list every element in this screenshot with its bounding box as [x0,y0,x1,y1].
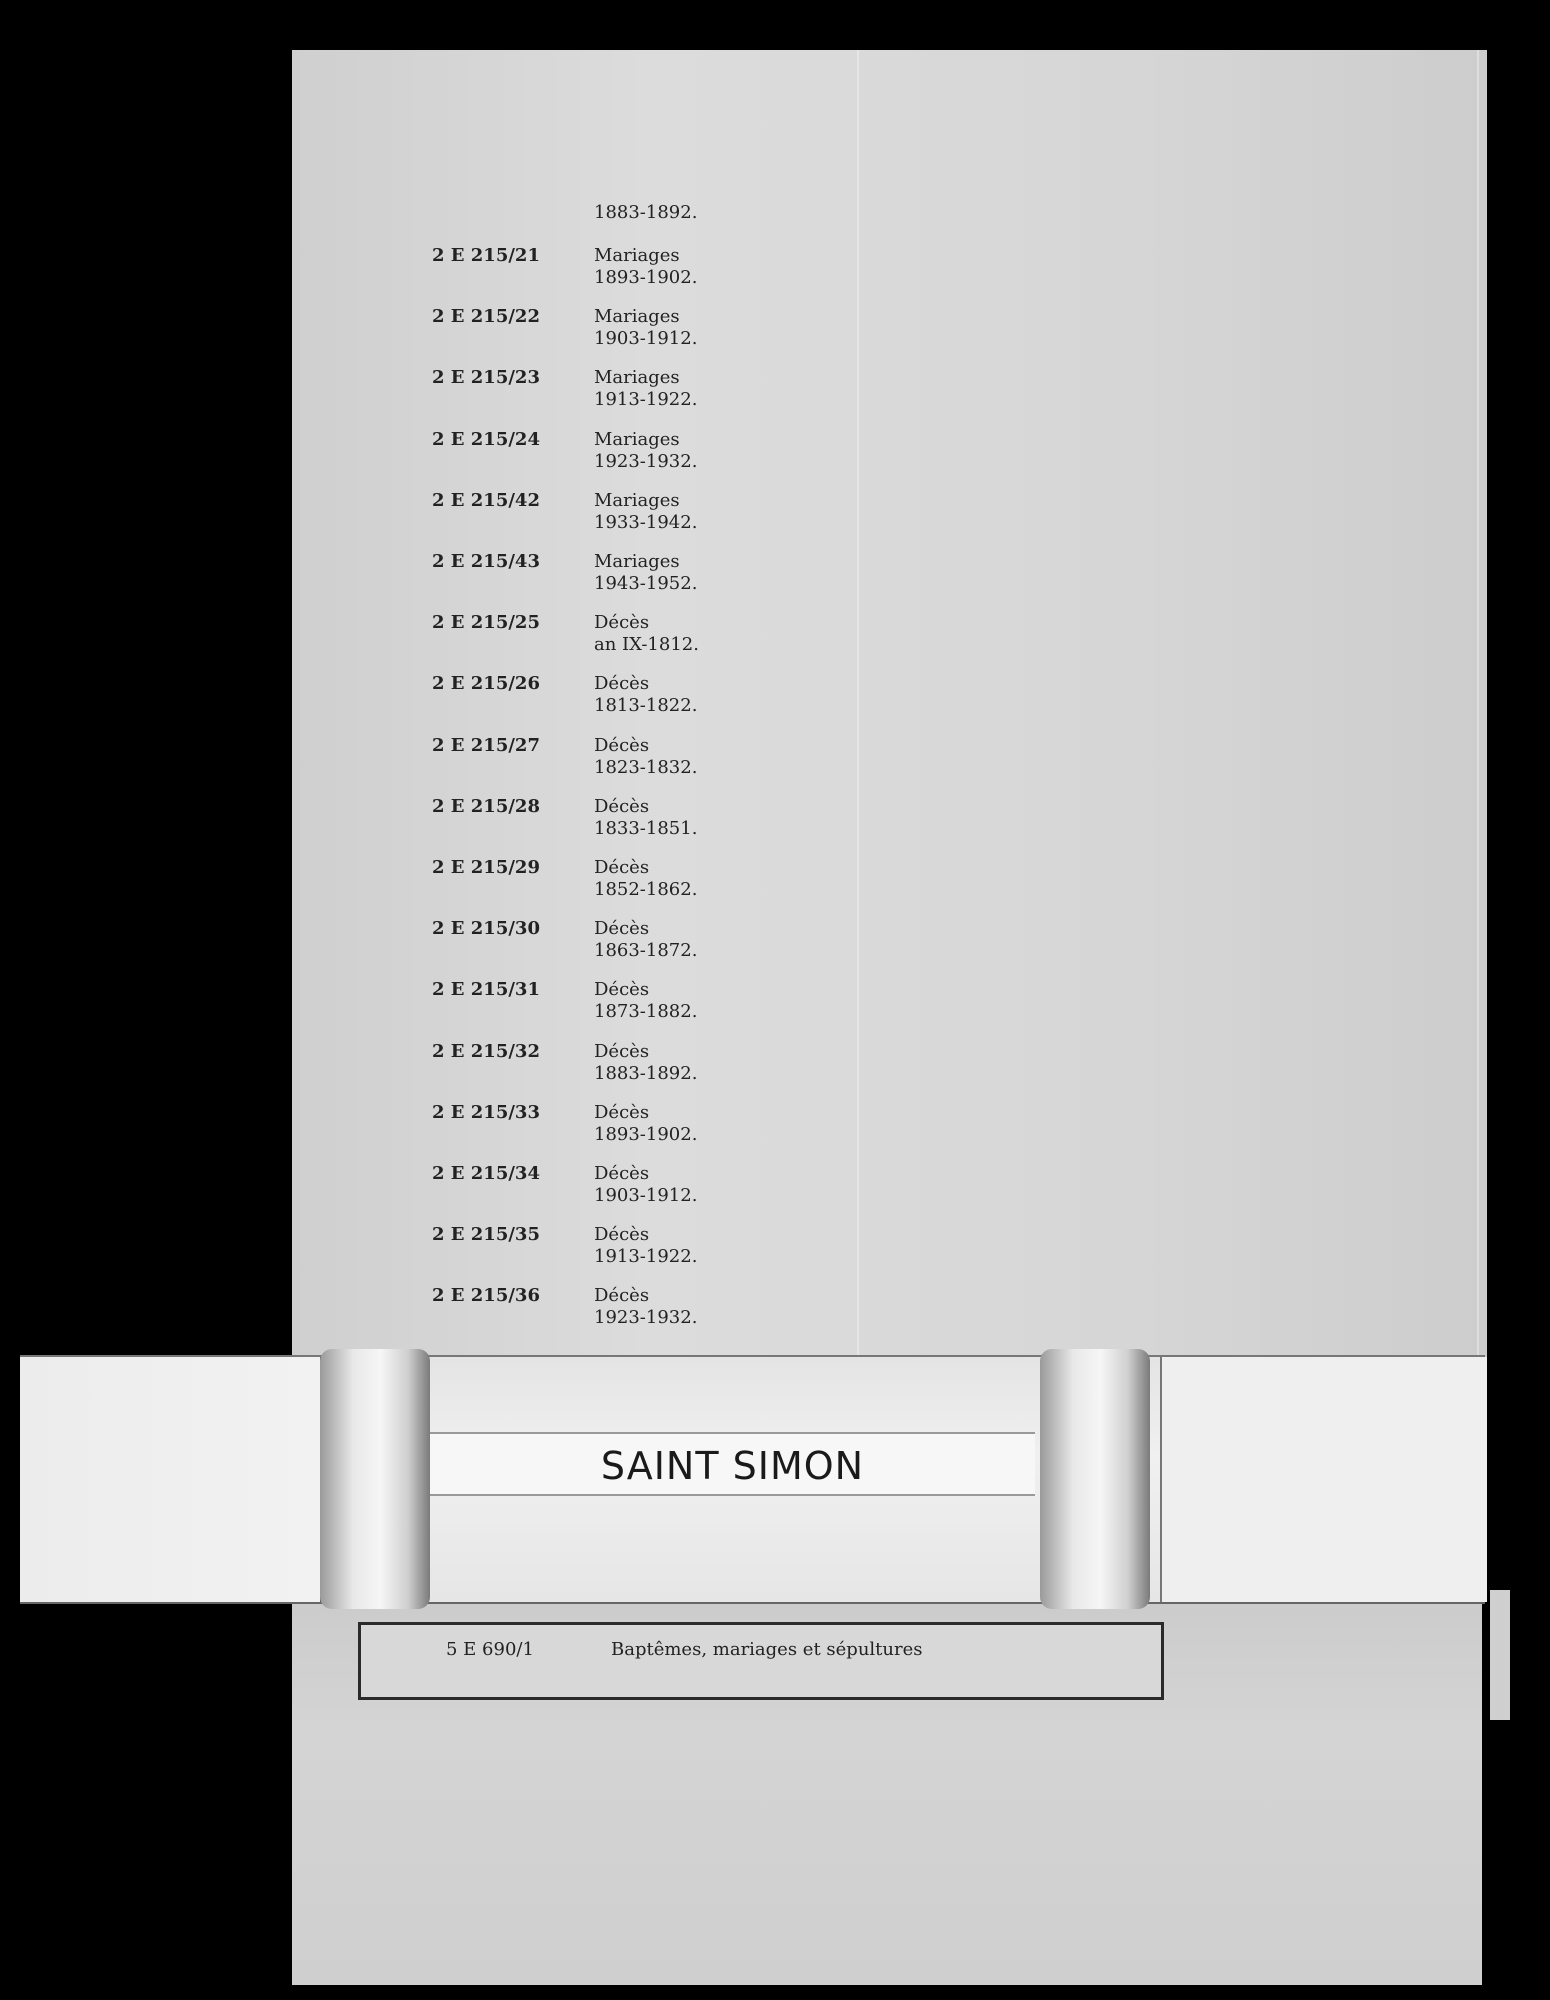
entry-code: 2 E 215/21 [432,245,540,266]
entry-code: 2 E 215/42 [432,489,540,511]
band-left-panel [20,1357,322,1602]
entry-dates: 1813-1822. [594,695,698,717]
entry-label [594,673,697,717]
entry-type: Décès [594,1163,650,1184]
entry-label [594,367,697,411]
entry-dates: 1883-1892. [594,1062,698,1084]
entry-dates: an IX-1812. [594,634,699,656]
bottom-entry-box [358,1622,1164,1700]
bottom-entry-code: 5 E 690/1 [446,1639,534,1660]
fold-line [857,50,859,1360]
entry-dates: 1913-1922. [594,1246,698,1268]
entry-label [594,490,697,534]
entry-type: Décès [594,734,650,756]
entry-type: Décès [594,1285,650,1307]
entry-label [594,245,697,289]
entry-code: 2 E 215/32 [432,1040,540,1062]
entry-dates: 1943-1952. [594,573,698,594]
entry-type: Décès [594,1224,650,1246]
band-right-panel [1160,1357,1487,1602]
entry-type: Décès [594,673,650,695]
entry-type: Décès [594,612,650,634]
entry-code: 2 E 215/27 [432,734,540,756]
entry-dates: 1823-1832. [594,756,698,778]
bottom-entry-description: Baptêmes, mariages et sépultures [611,1639,923,1660]
entry-dates: 1923-1932. [594,450,698,472]
title-strip [430,1432,1035,1496]
entry-type: Mariages [594,551,680,572]
entry-label [594,918,697,962]
entry-label [594,551,697,595]
lower-sheet-edge [1490,1590,1510,1720]
entry-dates: 1893-1902. [594,267,698,288]
entry-type: Mariages [594,428,680,450]
entry-dates: 1903-1912. [594,1185,698,1206]
entry-code: 2 E 215/28 [432,795,540,817]
entry-dates: 1913-1922. [594,389,698,411]
entry-type: Décès [594,857,650,878]
entry-label [594,612,699,656]
entry-dates: 1923-1932. [594,1307,698,1329]
entry-label [594,1102,697,1146]
entry-dates: 1903-1912. [594,328,698,350]
entry-label [594,1285,697,1329]
entry-label [594,796,697,840]
top-fragment: 1883-1892. [594,202,698,223]
entry-type: Décès [594,1101,650,1123]
label-band [20,1355,1485,1604]
entry-code: 2 E 215/24 [432,428,540,450]
entry-label [594,1163,697,1207]
entry-type: Décès [594,795,650,817]
entry-code: 2 E 215/31 [432,979,540,1001]
document-page [292,50,1487,1360]
entry-type: Mariages [594,489,680,511]
entry-code: 2 E 215/35 [432,1224,540,1246]
entry-code: 2 E 215/30 [432,918,540,940]
entry-code: 2 E 215/34 [432,1163,540,1184]
entry-code: 2 E 215/29 [432,857,540,878]
entry-code: 2 E 215/33 [432,1101,540,1123]
entry-label [594,1041,697,1085]
fold-line [1477,50,1479,1360]
band-title: SAINT SIMON [600,1444,865,1488]
band-fold-left [320,1349,430,1609]
entry-label [594,306,697,350]
entry-code: 2 E 215/26 [432,673,540,695]
entry-dates: 1833-1851. [594,817,698,839]
entry-label [594,429,697,473]
entry-type: Décès [594,979,650,1001]
entry-code: 2 E 215/25 [432,612,540,634]
entry-type: Décès [594,918,650,940]
entry-dates: 1893-1902. [594,1123,698,1145]
entry-code: 2 E 215/23 [432,367,540,389]
entry-type: Mariages [594,306,680,328]
entry-dates: 1933-1942. [594,511,698,533]
entry-code: 2 E 215/36 [432,1285,540,1307]
entry-code: 2 E 215/22 [432,306,540,328]
entry-label [594,979,697,1023]
entry-label [594,735,697,779]
entry-label [594,857,697,901]
entry-type: Mariages [594,367,680,389]
entry-type: Décès [594,1040,650,1062]
entry-type: Mariages [594,245,680,266]
entry-code: 2 E 215/43 [432,551,540,572]
entry-label [594,1224,697,1268]
entry-dates: 1863-1872. [594,940,698,962]
band-fold-right [1040,1349,1150,1609]
entry-dates: 1852-1862. [594,879,698,900]
entry-dates: 1873-1882. [594,1001,698,1023]
